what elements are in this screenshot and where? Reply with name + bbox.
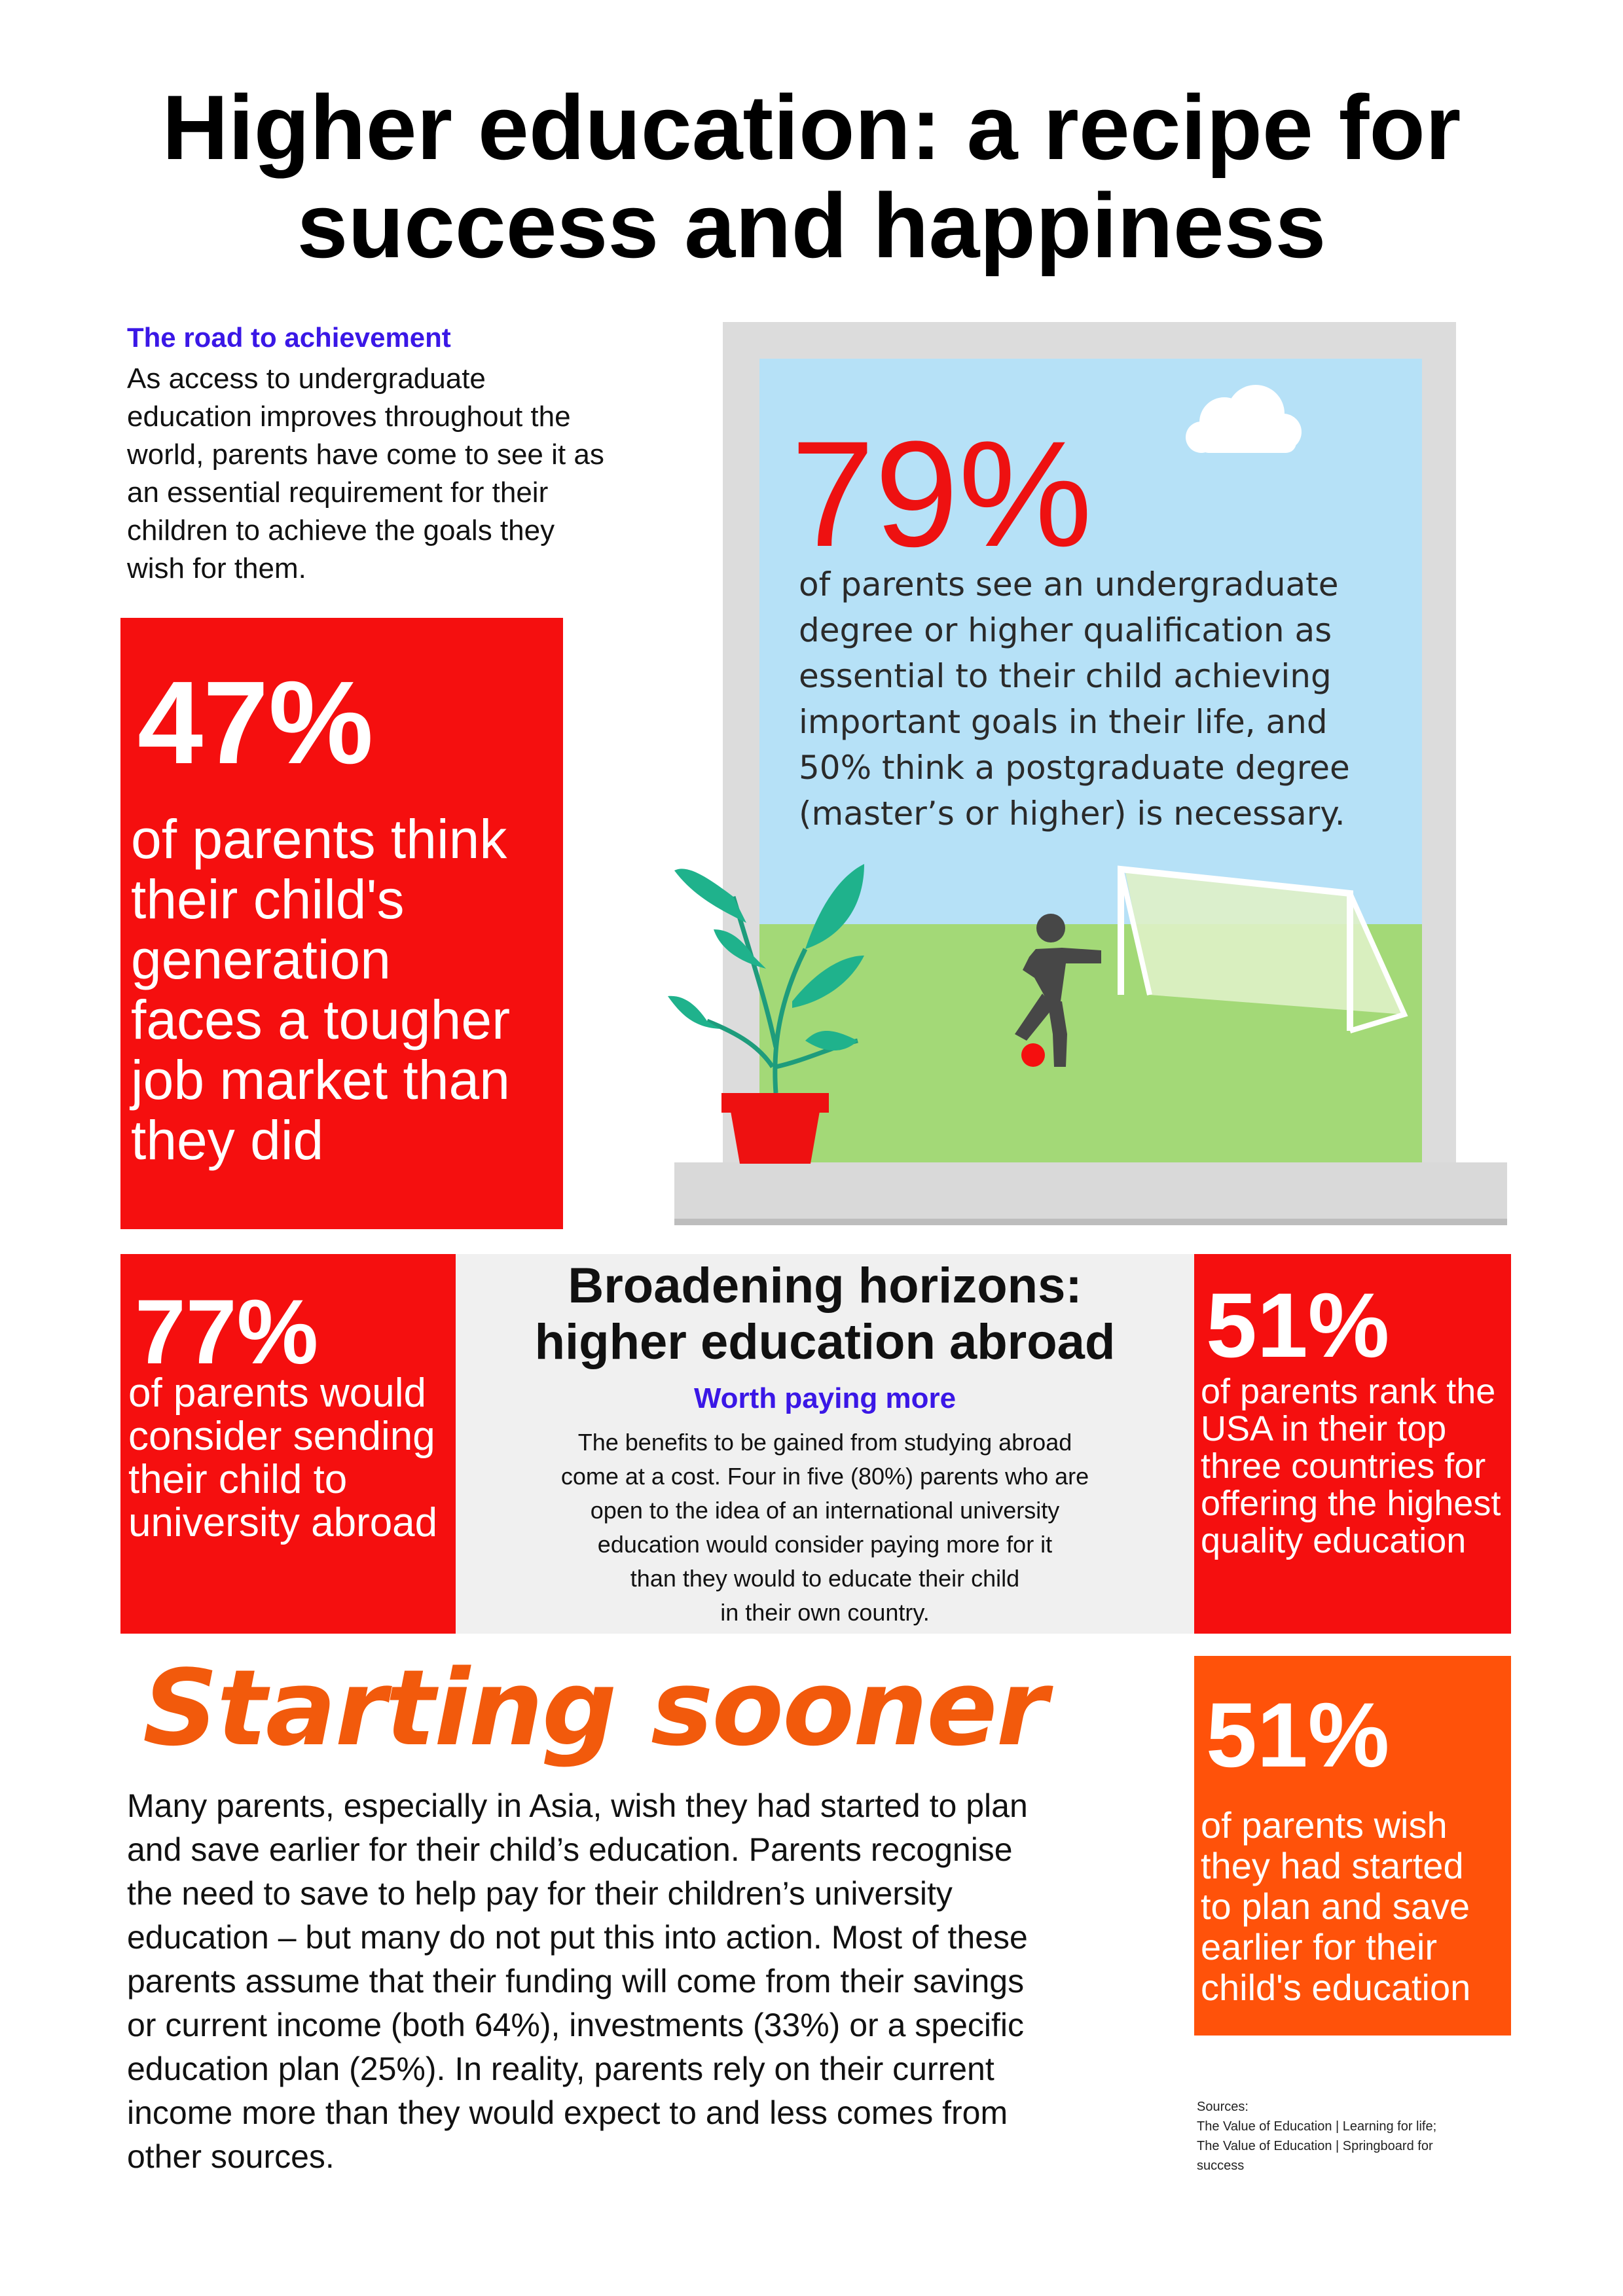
stat-79-line: (master’s or higher) is necessary. [799,795,1345,833]
stat-79-line: essential to their child achieving [799,657,1332,695]
stat-51-wish-value: 51% [1206,1683,1390,1786]
road-line: wish for them. [127,552,306,584]
stat-79-description [799,562,1375,836]
sources-line: The Value of Education | Learning for life; [1197,2119,1437,2134]
broadening-title [456,1258,1194,1371]
road-heading: The road to achievement [127,322,451,353]
stat-51-usa-line: quality education [1201,1521,1467,1560]
stat-77-line: university abroad [128,1500,438,1545]
soccer-goal-icon [1113,864,1414,1034]
starting-line: the need to save to help pay for their children’s university [127,1875,953,1912]
stat-79-line: 50% think a postgraduate degree [799,749,1350,787]
title-line-1: Higher education: a recipe for [162,76,1461,179]
sources [1197,2097,1511,2176]
stat-51-usa-line: offering the highest [1201,1484,1501,1523]
stat-51-usa-value: 51% [1206,1274,1390,1376]
road-body [127,360,703,588]
football-player-icon [989,910,1106,1080]
stat-51-usa-line: of parents rank the [1201,1372,1496,1411]
sources-line: success [1197,2159,1245,2173]
starting-line: and save earlier for their child’s education. Parents recognise [127,1831,1013,1868]
broadening-title-line: Broadening horizons: [568,1258,1082,1314]
stat-51-wish-description [1201,1805,1508,2008]
starting-line: income more than they would expect to and less comes from [127,2094,1008,2131]
stat-51-wish-line: earlier for their [1201,1926,1438,1967]
stat-77-line: their child to [128,1457,348,1502]
starting-sooner-body [127,1784,1135,2179]
window-sill-edge [674,1219,1507,1225]
potted-plant-icon [668,851,877,1165]
stat-47-line: their child's [131,869,405,930]
broadening-line: than they would to educate their child [630,1565,1020,1592]
stat-47-line: of parents think [131,808,507,870]
stat-77-value: 77% [135,1280,319,1383]
stat-79-line: important goals in their life, and [799,703,1328,741]
starting-sooner-title: Starting sooner [143,1647,1047,1769]
title-line-2: success and happiness [297,174,1326,277]
starting-line: parents assume that their funding will come from their savings [127,1963,1025,2000]
road-line: education improves throughout the [127,401,571,433]
road-line: children to achieve the goals they [127,514,555,547]
stat-77-description [128,1372,456,1545]
stat-47-value: 47% [137,657,374,789]
broadening-line: open to the idea of an international university [590,1497,1060,1524]
broadening-line: The benefits to be gained from studying abroad [577,1429,1072,1456]
stat-51-wish-line: of parents wish [1201,1804,1448,1846]
broadening-line: education would consider paying more for it [597,1531,1053,1558]
starting-line: education plan (25%). In reality, parents rely on their current [127,2051,994,2087]
stat-79-line: of parents see an undergraduate [799,565,1339,603]
stat-51-wish-line: child's education [1201,1967,1471,2008]
stat-79-line: degree or higher qualification as [799,611,1332,649]
broadening-body [504,1426,1146,1630]
stat-51-usa-line: three countries for [1201,1446,1486,1486]
starting-line: Many parents, especially in Asia, wish they had started to plan [127,1787,1028,1824]
road-line: As access to undergraduate [127,363,486,395]
stat-77-line: of parents would [128,1371,426,1416]
stat-51-wish-line: to plan and save [1201,1886,1470,1927]
stat-51-wish-line: they had started [1201,1845,1464,1886]
stat-47-line: job market than [131,1049,510,1111]
stat-51-usa-line: USA in their top [1201,1409,1447,1448]
stat-47-line: faces a tougher [131,989,511,1050]
stat-77-line: consider sending [128,1414,435,1459]
starting-line: education – but many do not put this into action. Most of these [127,1919,1028,1956]
cloud-icon [1178,386,1309,458]
sources-line: The Value of Education | Springboard for [1197,2139,1433,2153]
stat-79-value: 79% [791,410,1093,578]
road-line: an essential requirement for their [127,476,549,509]
stat-47-line: generation [131,929,391,990]
window-sill [674,1162,1507,1224]
broadening-line: in their own country. [720,1599,930,1626]
broadening-line: come at a cost. Four in five (80%) parents who are [560,1463,1089,1490]
starting-line: or current income (both 64%), investments (33%) or a specific [127,2007,1024,2043]
sources-heading: Sources: [1197,2100,1249,2114]
page-title [0,76,1623,277]
stat-51-usa-description [1201,1373,1508,1560]
broadening-title-line: higher education abroad [534,1314,1116,1370]
road-line: world, parents have come to see it as [127,439,604,471]
stat-47-line: they did [131,1109,324,1171]
stat-47-description [131,809,550,1170]
starting-line: other sources. [127,2138,335,2175]
broadening-subheading: Worth paying more [693,1382,957,1414]
